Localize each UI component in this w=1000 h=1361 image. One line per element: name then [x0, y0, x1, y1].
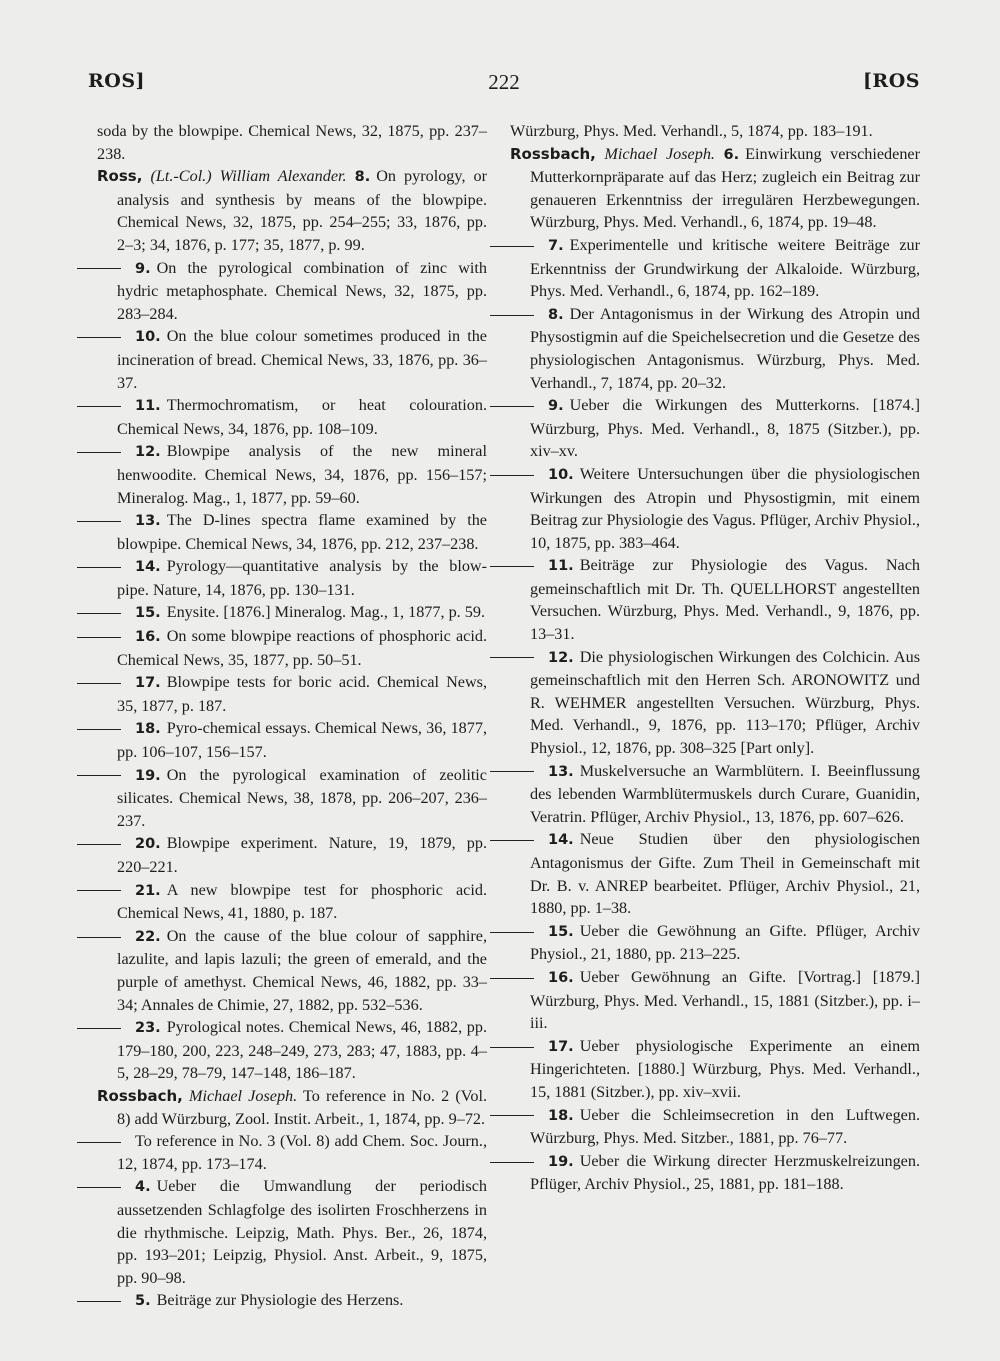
entry-number: 17. [548, 1038, 574, 1055]
entry-number: 12. [135, 444, 161, 461]
entry-number: 12. [548, 649, 574, 666]
ditto-dash [77, 452, 121, 453]
bibliography-entry [97, 440, 487, 509]
entry-number: 7. [548, 237, 564, 254]
ditto-dash [77, 683, 121, 684]
entry-number: 18. [548, 1107, 574, 1124]
ditto-dash [77, 937, 121, 938]
bibliography-entry [510, 966, 920, 1035]
ditto-dash [490, 246, 534, 247]
entry-number: 5. [135, 1293, 151, 1310]
ditto-dash [77, 1142, 121, 1143]
entry-text: Pyrological notes. Chemical News, 46, 1882, pp. 179–180, 200, 223, 248–249, 273, 283; 47, 1883, pp. 4–5, 28–29, 78–79, 147–148, 186–187. [117, 1018, 487, 1083]
ditto-dash [490, 840, 534, 841]
ditto-dash [77, 521, 121, 522]
entry-number: 19. [135, 767, 161, 784]
entry-text: Der Antagonismus in der Wirkung des Atropin und Physostigmin auf die Speichelsecretion und die Gesetze des physiologischen Antagonismus. Würzburg, Phys. Med. Verhandl., 7, 1874, pp. 20–32. [530, 304, 920, 392]
entry-text: On the cause of the blue colour of sapphire, lazulite, and lapis lazuli; the green of emerald, and the purple of amethyst. Chemical News, 46, 1882, pp. 33–34; Annales de Chimie, 27, 1882, pp. 532–536. [117, 926, 487, 1014]
author-name: Ross, [97, 167, 143, 186]
ditto-dash [77, 890, 121, 891]
ditto-dash [77, 637, 121, 638]
bibliography-entry [97, 764, 487, 833]
entry-number: 9. [135, 260, 151, 277]
entry-text: Neue Studien über den physiologischen Antagonismus der Gifte. Zum Theil in Gemeinschaft mit Dr. B. v. ANREP bearbeitet. Pflüger, Archiv Physiol., 21, 1880, pp. 1–38. [530, 830, 920, 918]
entry-number: 16. [135, 629, 161, 646]
entry-number: 14. [135, 559, 161, 576]
author-name: Rossbach, [97, 1086, 183, 1105]
entry-text: Muskelversuche an Warmblütern. I. Beeinflussung des lebenden Warmblütermuskels durch Curare, Guanidin, Veratrin. Pflüger, Archiv Physiol., 13, 1876, pp. 607–626. [530, 761, 920, 826]
entry-number: 10. [135, 329, 161, 346]
bibliography-entry [97, 717, 487, 763]
bibliography-entry [97, 394, 487, 440]
entry-text: On the blue colour sometimes produced in the incineration of bread. Chemical News, 33, 1876, pp. 36–37. [117, 327, 487, 392]
entry-text: soda by the blowpipe. Chemical News, 32, 1875, pp. 237–238. [97, 122, 487, 163]
entry-text: Blowpipe tests for boric acid. Chemical News, 35, 1877, p. 187. [117, 673, 487, 715]
bibliography-entry [97, 1016, 487, 1085]
entry-text: Ueber die Wirkungen des Mutterkorns. [1874.] Würzburg, Phys. Med. Verhandl., 8, 1875 (Sitzber.), pp. xiv–xv. [530, 396, 920, 461]
entry-number: 8. [548, 306, 564, 323]
entry-text: On pyrology, or analysis and synthesis by means of the blowpipe. Chemical News, 32, 1875, pp. 254–255; 33, 1876, pp. 2–3; 34, 1876, p. 177; 35, 1877, p. 99. [117, 167, 488, 254]
ditto-dash [77, 729, 121, 730]
bibliography-entry [510, 760, 920, 829]
ditto-dash [490, 566, 534, 567]
ditto-dash [77, 1301, 121, 1302]
entry-text: Die physiologischen Wirkungen des Colchicin. Aus gemeinschaftlich mit den Herren Sch. ARONOWITZ und R. WEHMER angestellten Versuchen. Würzburg, Phys. Med. Verhandl., 9, 1876, pp. 113–170; Pflüger, Archiv Physiol., 12, 1876, pp. 308–325 [Part only]. [530, 647, 920, 758]
bibliography-entry [97, 601, 487, 625]
ditto-dash [77, 567, 121, 568]
author-detail: (Lt.-Col.) William Alexander. [150, 167, 347, 186]
bibliography-entry [97, 671, 487, 717]
ditto-dash [490, 406, 534, 407]
entry-number: 11. [548, 558, 574, 575]
ditto-dash [77, 775, 121, 776]
entry-text: Würzburg, Phys. Med. Verhandl., 5, 1874, pp. 183–191. [510, 122, 873, 140]
left-column [97, 120, 487, 1313]
bibliography-entry [510, 1035, 920, 1104]
bibliography-entry [97, 832, 487, 878]
entry-text: Beiträge zur Physiologie des Herzens. [156, 1291, 404, 1310]
entry-text: A new blowpipe test for phosphoric acid. Chemical News, 41, 1880, p. 187. [117, 880, 487, 923]
ditto-dash [490, 932, 534, 933]
ditto-dash [77, 268, 121, 269]
bibliography-entry [510, 120, 920, 143]
entry-number: 4. [135, 1179, 151, 1196]
ditto-dash [490, 978, 534, 979]
ditto-dash [77, 337, 121, 338]
entry-text: Ueber die Wirkung directer Herzmuskelreizungen. Pflüger, Archiv Physiol., 25, 1881, pp. 181–188. [530, 1151, 920, 1194]
bibliography-entry [97, 1085, 487, 1130]
ditto-dash [490, 1162, 534, 1163]
bibliography-entry [97, 325, 487, 394]
entry-text: Ueber physiologische Experimente an einem Hingerichteten. [1880.] Würzburg, Phys. Med. Verhandl., 15, 1881 (Sitzber.), pp. xiv–xvii. [530, 1036, 920, 1101]
bibliography-entry [97, 1289, 487, 1313]
entry-text: Beiträge zur Physiologie des Vagus. Nach gemeinschaftlich mit Dr. Th. QUELLHORST angestellten Versuchen. Würzburg, Phys. Med. Verhandl., 9, 1876, pp. 13–31. [530, 556, 920, 644]
bibliography-entry [510, 646, 920, 760]
ditto-dash [490, 315, 534, 316]
entry-number: 20. [135, 836, 161, 853]
author-name: Rossbach, [510, 144, 596, 163]
entry-text: Pyrology—quantitative analysis by the blow-pipe. Nature, 14, 1876, pp. 130–131. [117, 557, 487, 599]
entry-number: 19. [548, 1153, 574, 1170]
header-left-catchword: ROS] [88, 70, 146, 92]
entry-text: The D-lines spectra flame examined by the blowpipe. Chemical News, 34, 1876, pp. 212, 237–238. [117, 511, 487, 553]
right-column [510, 120, 920, 1196]
ditto-dash [490, 1115, 534, 1116]
entry-text: Ueber die Gewöhnung an Gifte. Pflüger, Archiv Physiol., 21, 1880, pp. 213–225. [530, 921, 920, 964]
entry-number: 23. [135, 1020, 161, 1037]
bibliography-entry [510, 554, 920, 645]
entry-text: On the pyrological combination of zinc with hydric metaphosphate. Chemical News, 32, 1875, pp. 283–284. [117, 258, 487, 323]
entry-number: 15. [135, 605, 161, 622]
entry-text: Ueber die Schleimsecretion in den Luftwegen. Würzburg, Phys. Med. Sitzber., 1881, pp. 76–77. [530, 1105, 920, 1148]
ditto-dash [77, 1187, 121, 1188]
entry-text: Blowpipe experiment. Nature, 19, 1879, pp. 220–221. [117, 834, 487, 876]
entry-number: 22. [135, 928, 161, 945]
entry-number: 8. [354, 169, 371, 186]
bibliography-entry [510, 1104, 920, 1150]
ditto-dash [77, 844, 121, 845]
bibliography-entry [510, 920, 920, 966]
bibliography-entry [510, 463, 920, 554]
author-detail: Michael Joseph. [604, 144, 715, 163]
entry-text: To reference in No. 2 (Vol. 8) add Würzburg, Zool. Instit. Arbeit., 1, 1874, pp. 9–72. [117, 1086, 487, 1128]
ditto-dash [490, 771, 534, 772]
bibliography-entry [97, 257, 487, 326]
entry-number: 21. [135, 882, 161, 899]
entry-number: 6. [723, 146, 740, 163]
ditto-dash [490, 475, 534, 476]
bibliography-entry [97, 120, 487, 165]
page-header [88, 70, 920, 100]
entry-number: 10. [548, 466, 574, 483]
page-number: 222 [488, 70, 520, 94]
bibliography-entry [97, 509, 487, 555]
bibliography-entry [510, 234, 920, 303]
bibliography-entry [510, 394, 920, 463]
ditto-dash [77, 1028, 121, 1029]
entry-number: 16. [548, 969, 574, 986]
entry-text: Einwirkung verschiedener Mutterkornpräparate auf das Herz; zugleich ein Beitrag zur genaueren Erkenntniss der irregulären Herzbewegungen. Würzburg, Phys. Med. Verhandl., 6, 1874, pp. 19–48. [530, 144, 920, 232]
header-right-catchword: [ROS [862, 70, 920, 92]
entry-text: Blowpipe analysis of the new mineral henwoodite. Chemical News, 34, 1876, pp. 156–157; Mineralog. Mag., 1, 1877, pp. 59–60. [117, 442, 487, 507]
entry-text: Ueber Gewöhnung an Gifte. [Vortrag.] [1879.] Würzburg, Phys. Med. Verhandl., 15, 1881 (Sitzber.), pp. i–iii. [530, 967, 920, 1033]
ditto-dash [490, 1047, 534, 1048]
ditto-dash [490, 657, 534, 658]
entry-number: 17. [135, 675, 161, 692]
entry-text: On the pyrological examination of zeolitic silicates. Chemical News, 38, 1878, pp. 206–207, 236–237. [117, 765, 487, 830]
bibliography-entry [97, 925, 487, 1016]
bibliography-entry [97, 1175, 487, 1289]
ditto-dash [77, 613, 121, 614]
entry-number: 18. [135, 721, 161, 738]
entry-text: Weitere Untersuchungen über die physiologischen Wirkungen des Atropin und Physostigmin, mit einem Beitrag zur Physiologie des Vagus. Pflüger, Archiv Physiol., 10, 1875, pp. 383–464. [530, 464, 920, 552]
entry-text: Ueber die Umwandlung der periodisch aussetzenden Schlagfolge des isolirten Froschherzens in die rhythmische. Leipzig, Math. Phys. Ber., 26, 1874, pp. 193–201; Leipzig, Physiol. Anst. Arbeit., 9, 1875, pp. 90–98. [117, 1177, 487, 1287]
author-detail: Michael Joseph. [189, 1086, 298, 1105]
bibliography-entry [510, 828, 920, 919]
entry-number: 13. [548, 763, 574, 780]
bibliography-entry [510, 303, 920, 394]
entry-number: 15. [548, 923, 574, 940]
entry-number: 9. [548, 398, 564, 415]
bibliography-entry [97, 165, 487, 256]
bibliography-entry [97, 879, 487, 925]
entry-number: 14. [548, 832, 574, 849]
bibliography-entry [97, 625, 487, 671]
bibliography-entry [97, 1130, 487, 1175]
entry-number: 11. [135, 398, 161, 415]
ditto-dash [77, 406, 121, 407]
bibliography-entry [97, 555, 487, 601]
entry-text: To reference in No. 3 (Vol. 8) add Chem. Soc. Journ., 12, 1874, pp. 173–174. [117, 1132, 487, 1173]
entry-text: Thermochromatism, or heat colouration. Chemical News, 34, 1876, pp. 108–109. [117, 396, 487, 438]
entry-text: Pyro-chemical essays. Chemical News, 36, 1877, pp. 106–107, 156–157. [117, 719, 487, 762]
bibliography-entry [510, 1150, 920, 1196]
entry-number: 13. [135, 513, 161, 530]
bibliography-entry [510, 143, 920, 234]
entry-text: On some blowpipe reactions of phosphoric acid. Chemical News, 35, 1877, pp. 50–51. [117, 627, 487, 669]
entry-text: Enysite. [1876.] Mineralog. Mag., 1, 1877, p. 59. [166, 603, 485, 622]
entry-text: Experimentelle und kritische weitere Beiträge zur Erkenntniss der Grundwirkung der Alkaloide. Würzburg, Phys. Med. Verhandl., 6, 1874, pp. 162–189. [530, 235, 920, 301]
